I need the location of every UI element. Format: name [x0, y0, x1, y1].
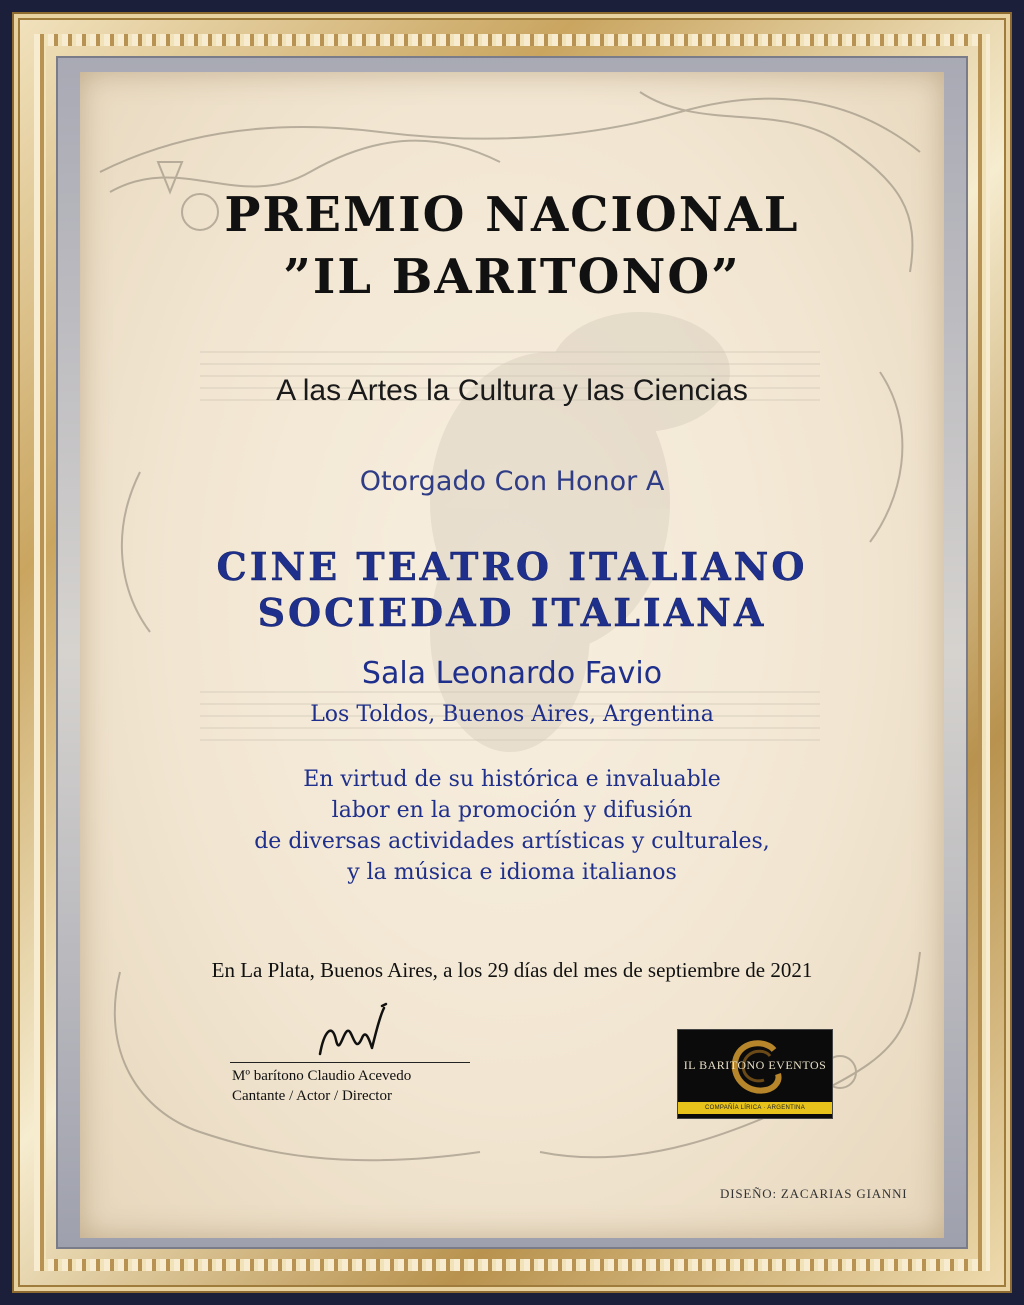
certificate-title [80, 184, 944, 308]
reason-line: En virtud de su histórica e invaluable [303, 767, 721, 792]
honor-line: Otorgado Con Honor A [359, 466, 665, 497]
logo-text: IL BARITONO EVENTOS [683, 1058, 827, 1072]
signer-name: Mº barítono Claudio Acevedo [232, 1068, 412, 1084]
il-baritono-eventos-logo [678, 1030, 832, 1118]
handwritten-signature [310, 1002, 400, 1066]
recipient-line-1: CINE TEATRO ITALIANO [216, 544, 808, 589]
reason-line: y la música e idioma italianos [347, 860, 677, 885]
reason-line: de diversas actividades artísticas y culturales, [254, 829, 770, 854]
hall-name: Sala Leonardo Favio [361, 656, 663, 691]
date-line: En La Plata, Buenos Aires, a los 29 días del mes de septiembre de 2021 [211, 958, 813, 982]
logo-band: COMPAÑÍA LÍRICA · ARGENTINA [678, 1102, 832, 1114]
reason-line: labor en la promoción y difusión [331, 798, 693, 823]
recipient-location: Los Toldos, Buenos Aires, Argentina [310, 702, 714, 727]
design-credit: DISEÑO: ZACARIAS GIANNI [720, 1186, 908, 1201]
certificate-content [80, 72, 944, 1238]
signature-line [230, 1062, 470, 1063]
recipient-line-2: SOCIEDAD ITALIANA [257, 590, 767, 635]
title-line-1: PREMIO NACIONAL [224, 187, 800, 243]
award-reason [80, 764, 944, 888]
certificate-subtitle: A las Artes la Cultura y las Ciencias [276, 374, 748, 407]
recipient-name [80, 544, 944, 636]
title-line-2: ”IL BARITONO” [283, 249, 741, 305]
signer-role: Cantante / Actor / Director [232, 1088, 392, 1104]
